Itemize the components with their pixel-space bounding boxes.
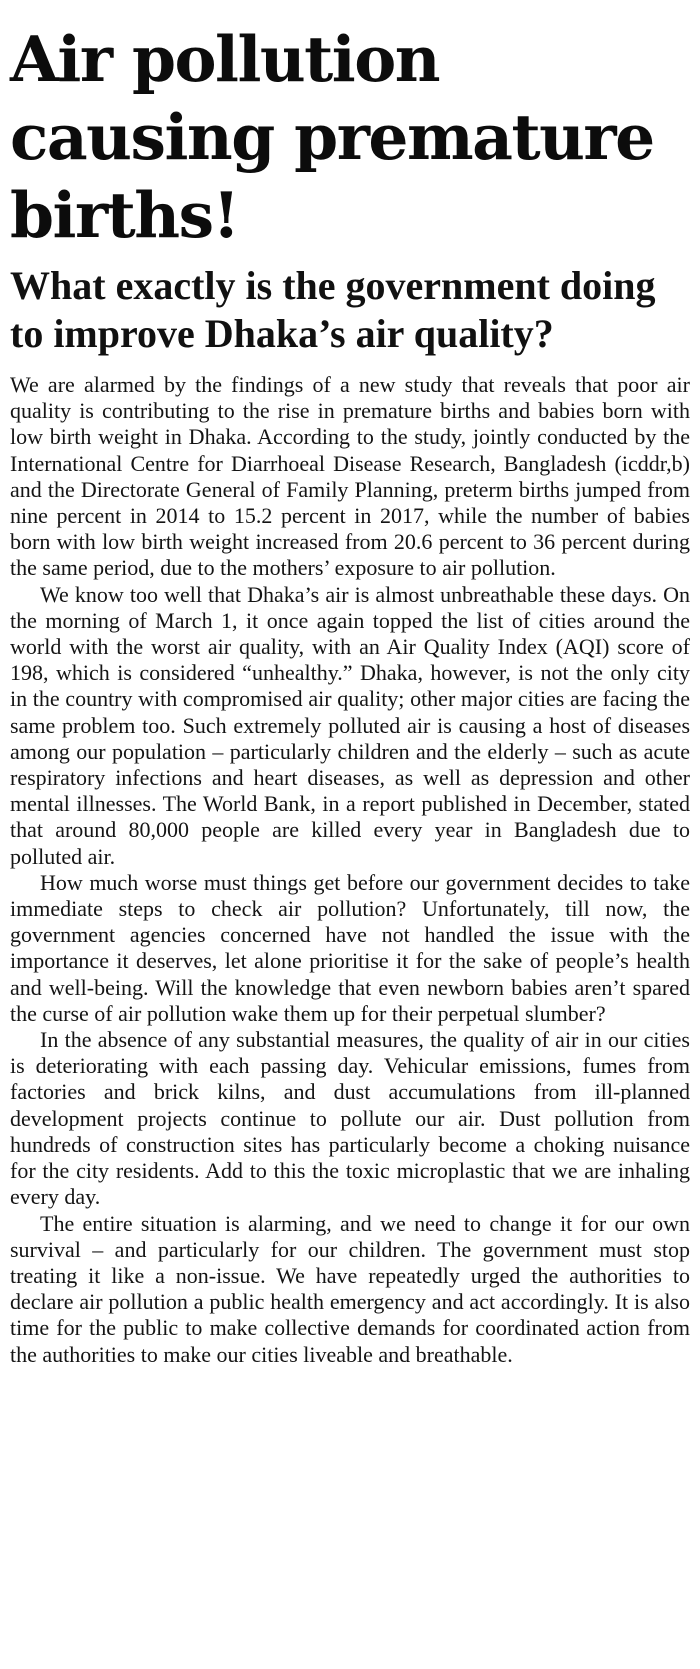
headline: Air pollution causing premature births! — [10, 22, 654, 252]
paragraph-2: We know too well that Dhaka’s air is almost unbreathable these days. On the morning of March 1, it once again topped the list of cities around the world with the worst air quality, with an Air Quality Index (AQI) score of 198, which is considered “unhealthy.” Dhaka, however, is not the only city in the country with compromised air quality; other major cities are facing the same problem too. Such extremely polluted air is causing a host of diseases among our population – particularly children and the elderly – such as acute respiratory infections and heart diseases, as well as depression and other mental illnesses. The World Bank, in a report published in December, stated that around 80,000 people are killed every year in Bangladesh due to polluted air. — [10, 581, 690, 869]
paragraph-3: How much worse must things get before our government decides to take immediate steps to check air pollution? Unfortunately, till now, the government agencies concerned have not handled the issue with the importance it deserves, let alone prioritise it for the sake of people’s health and well-being. Will the knowledge that even newborn babies aren’t spared the curse of air pollution wake them up for their perpetual slumber? — [10, 869, 690, 1026]
paragraph-4: In the absence of any substantial measures, the quality of air in our cities is deteriorating with each passing day. Vehicular emissions, fumes from factories and brick kilns, and dust accumulations from ill-planned development projects continue to pollute our air. Dust pollution from hundreds of construction sites has particularly become a choking nuisance for the city residents. Add to this the toxic microplastic that we are inhaling every day. — [10, 1027, 690, 1210]
paragraph-1: We are alarmed by the findings of a new study that reveals that poor air quality is contributing to the rise in premature births and babies born with low birth weight in Dhaka. According to the study, jointly conducted by the International Centre for Diarrhoeal Disease Research, Bangladesh (icddr,b) and the Directorate General of Family Planning, preterm births jumped from nine percent in 2014 to 15.2 percent in 2017, while the number of babies born with low birth weight increased from 20.6 percent to 36 percent during the same period, due to the mothers’ exposure to air pollution. — [10, 372, 690, 581]
paragraph-5: The entire situation is alarming, and we need to change it for our own survival – and particularly for our children. The government must stop treating it like a non-issue. We have repeatedly urged the authorities to declare air pollution a public health emergency and act accordingly. It is also time for the public to make collective demands for coordinated action from the authorities to make our cities liveable and breathable. — [10, 1210, 690, 1367]
article — [10, 0, 690, 1368]
article-body — [10, 372, 690, 1368]
subheadline: What exactly is the government doing to improve Dhaka’s air quality? — [10, 263, 656, 356]
